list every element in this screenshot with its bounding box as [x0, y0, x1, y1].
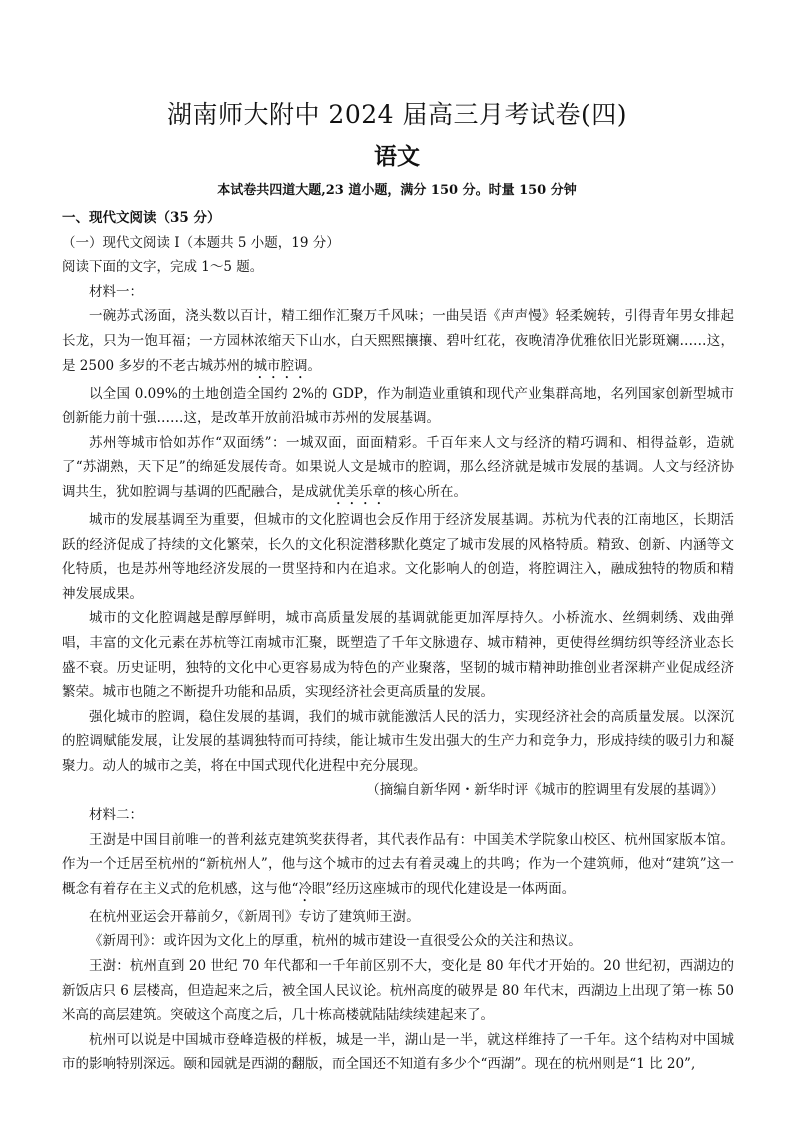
material2-paragraph-1: 王澍是中国目前唯一的普利兹克建筑奖获得者，其代表作品有：中国美术学院象山校区、杭州国家版本馆。作为一个迁居至杭州的“新杭州人”，他与这个城市的过去有着灵魂上的共鸣；作为一个建筑师，他对“建筑”这一概念有着存在主义式的危机感，这与他“冷眼”经历这座城市的现代化建设是一体两面。	[62, 831, 734, 897]
exam-notice: 本试卷共四道大题,23 道小题，满分 150 分。时量 150 分钟	[217, 183, 577, 198]
material1-paragraph-5: 城市的文化腔调越是醇厚鲜明，城市高质量发展的基调就能更加浑厚持久。小桥流水、丝绸刺绣、戏曲弹唱，丰富的文化元素在苏杭等江南城市汇聚，既塑造了千年文脉遗存、城市精神，更使得丝绸纺织等经济业态长盛不衰。历史证明，独特的文化中心更容易成为特色的产业聚落，坚韧的城市精神助推创业者深耕产业促成经济繁荣。城市也随之不断提升功能和品质，实现经济社会更高质量的发展。	[62, 610, 734, 701]
emphasis-text: 优美乐章	[332, 483, 386, 500]
section-heading: 一、现代文阅读（35 分）	[62, 210, 221, 226]
material1-source: （摘编自新华网・新华时评《城市的腔调里有发展的基调》）	[366, 782, 724, 799]
material2-paragraph-4: 王澍：杭州直到 20 世纪 70 年代都和一千年前区别不大，变化是 80 年代才开始的。20 世纪初，西湖边的新饭店只 6 层楼高，但造起来之后，被全国人民议论。杭州高度的破界是 80 年代末，西湖边上出现了第一栋 50 米高的高层建筑。突破这个高度之后，几十栋高楼就陆陆续续建起来了。	[62, 958, 734, 1024]
material1-paragraph-1: 一碗苏式汤面，浇头数以百计，精工细作汇聚万千风味；一曲吴语《声声慢》轻柔婉转，引得青年男女排起长龙，只为一饱耳福；一方园林浓缩天下山水，白天熙熙攘攘、碧叶红花，夜晚清净优雅依旧光影斑斓……这，是 2500 多岁的不老古城苏州的城市腔调。	[62, 308, 734, 374]
instruction: 阅读下面的文字，完成 1～5 题。	[62, 259, 264, 276]
material1-paragraph-3: 苏州等城市恰如苏作“双面绣”：一城双面，面面精彩。千百年来人文与经济的精巧调和、相得益彰，造就了“苏湖熟，天下足”的绵延发展传奇。如果说人文是城市的腔调，那么经济就是城市发展的基调。人文与经济协调共生，犹如腔调与基调的匹配融合，是成就优美乐章的核心所在。	[62, 434, 734, 500]
part-heading: （一）现代文阅读 I（本题共 5 小题，19 分）	[62, 234, 340, 251]
material1-paragraph-4: 城市的发展基调至为重要，但城市的文化腔调也会反作用于经济发展基调。苏杭为代表的江南地区，长期活跃的经济促成了持续的文化繁荣，长久的文化积淀潜移默化奠定了城市发展的风格特质。精致、创新、内涵等文化特质，也是苏州等地经济发展的一贯坚持和内在追求。文化影响人的创造，将腔调注入，融成独特的物质和精神发展成果。	[62, 511, 734, 602]
emphasis-text: 城市腔调	[253, 357, 308, 374]
material2-paragraph-3: 《新周刊》：或许因为文化上的厚重，杭州的城市建设一直很受公众的关注和热议。	[89, 933, 582, 950]
emphasis-text: 冷	[298, 880, 312, 897]
exam-title: 湖南师大附中 2024 届高三月考试卷(四)	[166, 100, 628, 129]
material2-label: 材料二：	[89, 807, 143, 824]
material1-label: 材料一：	[89, 283, 143, 300]
material2-paragraph-2: 在杭州亚运会开幕前夕，《新周刊》专访了建筑师王澍。	[89, 908, 420, 925]
subject-title: 语文	[374, 143, 420, 170]
material1-paragraph-2: 以全国 0.09%的土地创造全国约 2%的 GDP，作为制造业重镇和现代产业集群高地，名列国家创新型城市创新能力前十强……这，是改革开放前沿城市苏州的发展基调。	[62, 385, 734, 427]
material2-paragraph-5: 杭州可以说是中国城市登峰造极的样板，城是一半，湖山是一半，就这样维持了一千年。这个结构对中国城市的影响特别深远。颐和园就是西湖的翻版，而全国还不知道有多少个“西湖”。现在的杭州则是“1 比 20”,	[62, 1031, 734, 1073]
exam-content	[62, 206, 734, 1077]
material1-paragraph-6: 强化城市的腔调，稳住发展的基调，我们的城市就能激活人民的活力，实现经济社会的高质量发展。以深沉的腔调赋能发展，让发展的基调独特而可持续，能让城市生发出强大的生产力和竞争力，形成持续的吸引力和凝聚力。动人的城市之美，将在中国式现代化进程中充分展现。	[62, 708, 734, 774]
